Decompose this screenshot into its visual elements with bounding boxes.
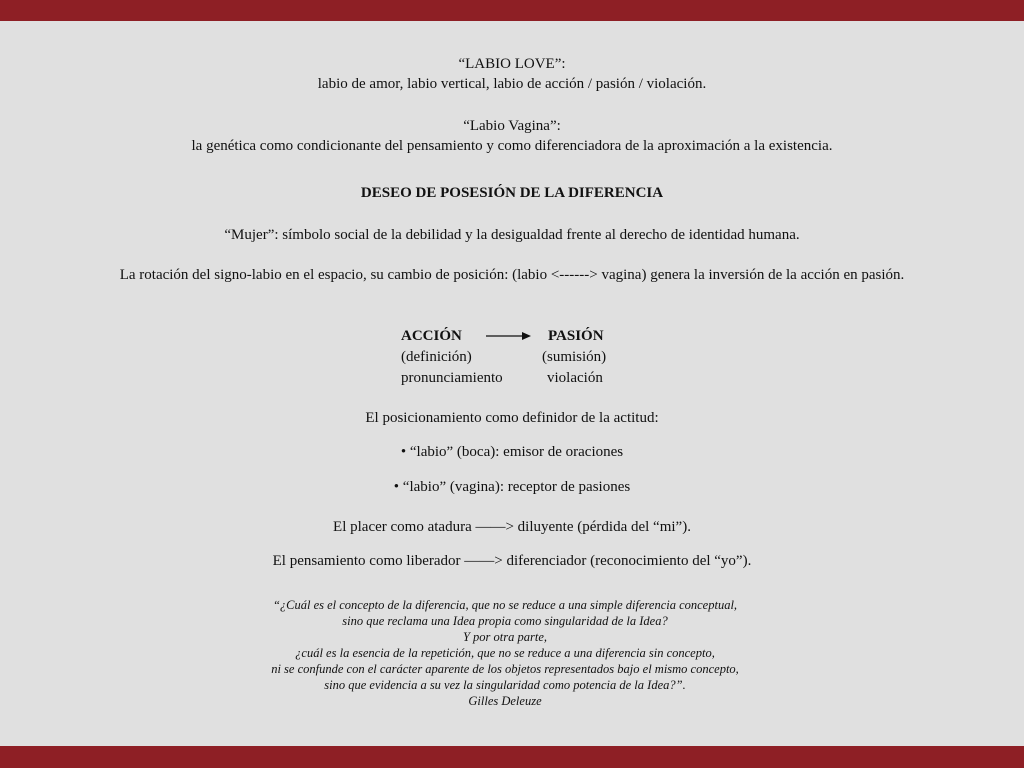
mujer-line: “Mujer”: símbolo social de la debilidad y la desigualdad frente al derecho de identidad humana. xyxy=(224,227,800,243)
quote-line-3: Y por otra parte, xyxy=(462,630,548,644)
bottom-band xyxy=(0,746,1024,768)
pasion-sub-violacion: violación xyxy=(547,370,603,386)
quote-line-5: ni se confunde con el carácter aparente de los objetos representados bajo el mismo concepto, xyxy=(271,662,739,676)
bullet-labio-vagina: • “labio” (vagina): receptor de pasiones xyxy=(393,479,631,495)
top-band xyxy=(0,0,1024,21)
rotacion-line: La rotación del signo-labio en el espacio, su cambio de posición: (labio <------> vagina) genera la inversión de la acción en pasión. xyxy=(119,267,905,283)
section-heading: DESEO DE POSESIÓN DE LA DIFERENCIA xyxy=(360,185,664,201)
quote-line-6: sino que evidencia a su vez la singularidad como potencia de la Idea?”. xyxy=(324,678,686,692)
labio-love-title: “LABIO LOVE”: xyxy=(458,56,566,72)
pasion-sub-sumision: (sumisión) xyxy=(542,349,607,365)
accion-sub-definicion: (definición) xyxy=(401,349,472,365)
labio-vagina-description: la genética como condicionante del pensamiento y como diferenciadora de la aproximación a la existencia. xyxy=(191,138,833,154)
pensamiento-line: El pensamiento como liberador ——> diferenciador (reconocimiento del “yo”). xyxy=(272,553,752,569)
labio-vagina-title: “Labio Vagina”: xyxy=(463,118,561,134)
arrow-right-icon xyxy=(486,330,532,342)
quote-line-4: ¿cuál es la esencia de la repetición, que no se reduce a una diferencia sin concepto, xyxy=(295,646,715,660)
labio-love-description: labio de amor, labio vertical, labio de acción / pasión / violación. xyxy=(317,76,707,92)
accion-title: ACCIÓN xyxy=(401,328,462,344)
accion-sub-pronunciamiento: pronunciamiento xyxy=(401,370,503,386)
quote-line-1: “¿Cuál es el concepto de la diferencia, que no se reduce a una simple diferencia conceptual, xyxy=(272,598,738,612)
bullet-labio-boca: • “labio” (boca): emisor de oraciones xyxy=(400,444,624,460)
posicionamiento-line: El posicionamiento como definidor de la actitud: xyxy=(365,410,659,426)
pasion-title: PASIÓN xyxy=(548,328,604,344)
placer-line: El placer como atadura ——> diluyente (pérdida del “mi”). xyxy=(333,519,691,535)
quote-author: Gilles Deleuze xyxy=(468,694,542,708)
quote-line-2: sino que reclama una Idea propia como singularidad de la Idea? xyxy=(342,614,668,628)
